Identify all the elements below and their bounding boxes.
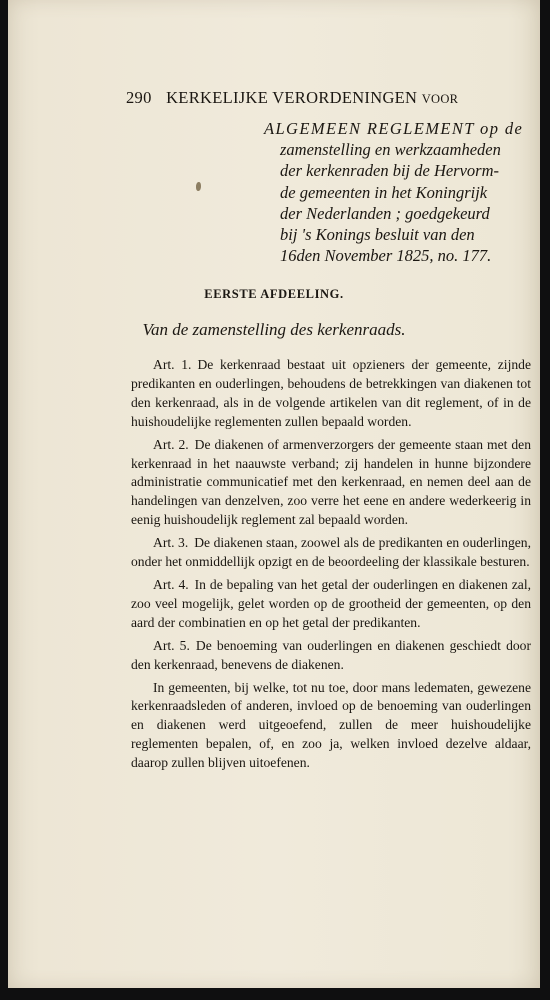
body-text bbox=[131, 356, 531, 777]
title-line: der Nederlanden ; goedgekeurd bbox=[280, 203, 490, 223]
article-text: De diakenen of armenverzorgers der gemeente staan met den kerkenraad in het naauwste verband; zij handelen in hunne bijzondere administratie communicatief met den kerkenraad, en nemen deel aan de handelingen van denzelven, zoo verre het eene en andere wederkeerig in eenig huishoudelijk reglement zal bepaald worden. bbox=[131, 436, 531, 528]
section-heading: EERSTE AFDEELING. bbox=[204, 287, 344, 301]
article-label: Art. 2. bbox=[153, 436, 189, 452]
section-subtitle: Van de zamenstelling des kerkenraads. bbox=[142, 320, 406, 339]
page-number: 290 bbox=[126, 88, 152, 107]
running-title-voor: VOOR bbox=[421, 92, 459, 106]
running-title: KERKELIJKE VERORDENINGEN bbox=[166, 88, 418, 107]
paragraph-text: In gemeenten, bij welke, tot nu toe, door mans ledematen, gewezene kerkenraadsleden of anderen, invloed op de benoeming van ouderlingen en diakenen werd uitgeoefend, zullen de meer huishoudelijke reglementen bepalen, of, en zoo ja, welken invloed dezelve aldaar, daarop zullen blijven uitoefenen. bbox=[131, 679, 531, 771]
title-line: 16den November 1825, no. 177. bbox=[280, 246, 492, 266]
article-label: Art. 1. bbox=[153, 357, 192, 372]
title-line: der kerkenraden bij de Hervorm- bbox=[280, 161, 500, 181]
article-paragraph bbox=[131, 637, 531, 675]
title-line: zamenstelling en werkzaamheden bbox=[280, 140, 501, 160]
article-text: De diakenen staan, zoowel als de predikanten en ouderlingen, onder het onmiddellijk opzigt en de beoordeeling der klassikale besturen. bbox=[131, 535, 531, 570]
article-label: Art. 3. bbox=[153, 535, 189, 551]
running-header bbox=[126, 88, 486, 108]
title-line: bij 's Konings besluit van den bbox=[280, 225, 475, 245]
book-page bbox=[8, 0, 540, 988]
article-text: De kerkenraad bestaat uit opzieners der gemeente, zijnde predikanten en ouderlingen, behoudens de betrekkingen van diakenen tot den kerkenraad, als in de volgende artikelen van dit reglement, of in de huishoudelijke reglementen zullen bepaald worden. bbox=[131, 357, 531, 429]
article-text: In de bepaling van het getal der ouderlingen en diakenen zal, zoo veel mogelijk, gelet worden op de grootheid der gemeenten, op den aard der combinatien en op het getal der predikanten. bbox=[131, 576, 531, 630]
article-label: Art. 5. bbox=[153, 637, 190, 653]
article-paragraph bbox=[131, 576, 531, 633]
ink-blot bbox=[196, 182, 201, 191]
article-text: De benoeming van ouderlingen en diakenen geschiedt door den kerkenraad, benevens de diakenen. bbox=[131, 637, 531, 672]
title-line: de gemeenten in het Koningrijk bbox=[280, 182, 488, 202]
title-line: ALGEMEEN REGLEMENT op de bbox=[264, 119, 524, 138]
regulation-title bbox=[260, 118, 530, 266]
article-label: Art. 4. bbox=[153, 576, 189, 592]
continuation-paragraph bbox=[131, 679, 531, 774]
article-paragraph bbox=[131, 356, 531, 432]
article-paragraph bbox=[131, 534, 531, 572]
article-paragraph bbox=[131, 436, 531, 531]
